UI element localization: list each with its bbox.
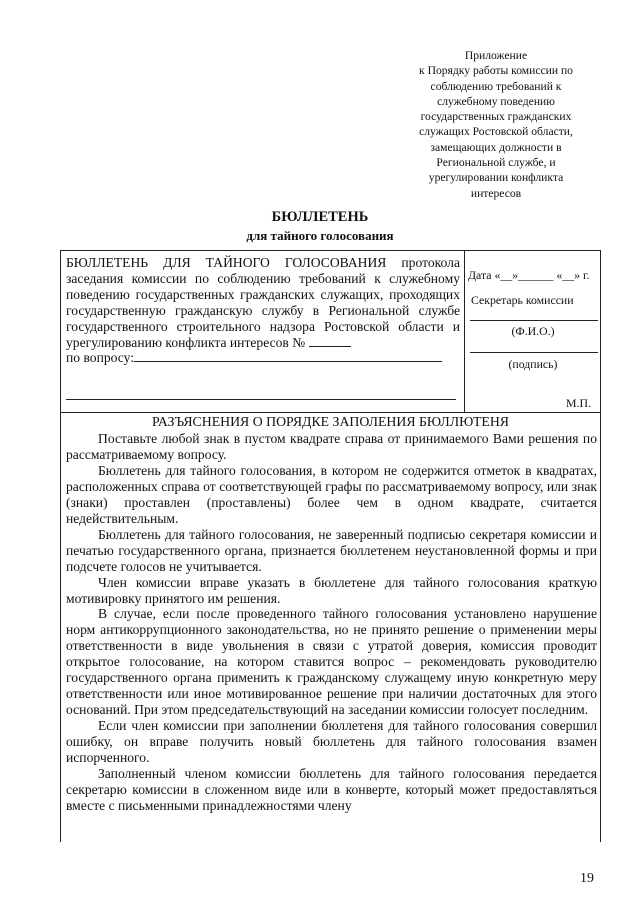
date-field: Дата «__»______ «__» г. xyxy=(468,268,590,282)
explanation-paragraph: Член комиссии вправе указать в бюллетене для тайного голосования краткую мотивировку принятого им решения. xyxy=(66,574,597,606)
appendix-line: служебному поведению xyxy=(437,94,555,108)
appendix-line: интересов xyxy=(470,186,522,200)
signature-label: (подпись) xyxy=(508,357,558,371)
signature-line[interactable] xyxy=(470,352,598,353)
explanation-paragraph: В случае, если после проведенного тайного голосования установлено нарушение норм антикоррупционного законодательства, но не принято решение о применении меры ответственности в виде увольнения в связи с утратой доверия, комиссия проводит открытое голосование, на котором ставится вопрос – рекомендовать руководителю государственного органа применить к гражданскому служащему иную конкретную меру ответственности или иное мотивированное решение при наличии достаточных для этого оснований. При этом председательствующий на заседании комиссии голосует последним. xyxy=(66,606,597,718)
appendix-line: Региональной службе, и xyxy=(436,156,556,170)
appendix-note xyxy=(396,48,596,201)
document-title: БЮЛЛЕТЕНЬ xyxy=(271,209,369,225)
fio-label: (Ф.И.О.) xyxy=(511,324,555,338)
ballot-protocol-text: протокола заседания комиссии по соблюдению требований к служебному поведению государственных гражданских служащих, проходящих государственную гражданскую службу в Региональной службе государственного строительного надзора Ростовской области и урегулированию конфликта интересов № xyxy=(66,255,460,350)
appendix-line: государственных гражданских xyxy=(420,110,572,124)
protocol-number-blank[interactable] xyxy=(309,346,351,347)
ballot-description xyxy=(66,255,460,366)
explanation-paragraph: Если член комиссии при заполнении бюллетеня для тайного голосования совершил ошибку, он вправе получить новый бюллетень для тайного голосования взамен испорченного. xyxy=(66,718,597,766)
ballot-heading: БЮЛЛЕТЕНЬ ДЛЯ ТАЙНОГО ГОЛОСОВАНИЯ xyxy=(66,255,387,270)
explanations-text xyxy=(66,431,597,814)
appendix-line: урегулировании конфликта xyxy=(428,171,564,185)
question-blank-line[interactable] xyxy=(66,399,456,400)
question-blank[interactable] xyxy=(134,361,442,362)
stamp-label: М.П. xyxy=(566,396,591,410)
appendix-line: замещающих должности в xyxy=(430,140,562,154)
ballot-column-divider xyxy=(464,251,465,412)
appendix-line: соблюдению требований к xyxy=(430,79,562,93)
question-label: по вопросу: xyxy=(66,350,135,366)
secretary-label: Секретарь комиссии xyxy=(471,293,574,307)
explanations-heading: РАЗЪЯСНЕНИЯ О ПОРЯДКЕ ЗАПОЛЕНИЯ БЮЛЛЮТЕНЯ xyxy=(151,414,510,429)
fio-line[interactable] xyxy=(470,320,598,321)
document-subtitle: для тайного голосования xyxy=(246,228,394,243)
explanation-paragraph: Бюллетень для тайного голосования, в котором не содержится отметок в квадратах, расположенных справа от соответствующей графы по рассматриваемому вопросу, или знак (знаки) проставлен (проставлены) более чем в одном квадрате, считается недействительным. xyxy=(66,462,597,526)
page-number: 19 xyxy=(580,871,594,886)
appendix-line: к Порядку работы комиссии по xyxy=(419,64,573,78)
appendix-line: Приложение xyxy=(464,49,528,62)
appendix-line: служащих Ростовской области, xyxy=(419,125,573,139)
explanation-paragraph: Заполненный членом комиссии бюллетень для тайного голосования передается секретарю комиссии в сложенном виде или в конверте, который может предоставляться вместе с письменными принадлежностями члену xyxy=(66,766,597,813)
explanation-paragraph: Бюллетень для тайного голосования, не заверенный подписью секретаря комиссии и печатью государственного органа, признается бюллетенем неустановленной формы и при подсчете голосов не учитывается. xyxy=(66,526,597,574)
explanation-paragraph: Поставьте любой знак в пустом квадрате справа от принимаемого Вами решения по рассматриваемому вопросу. xyxy=(66,431,597,462)
